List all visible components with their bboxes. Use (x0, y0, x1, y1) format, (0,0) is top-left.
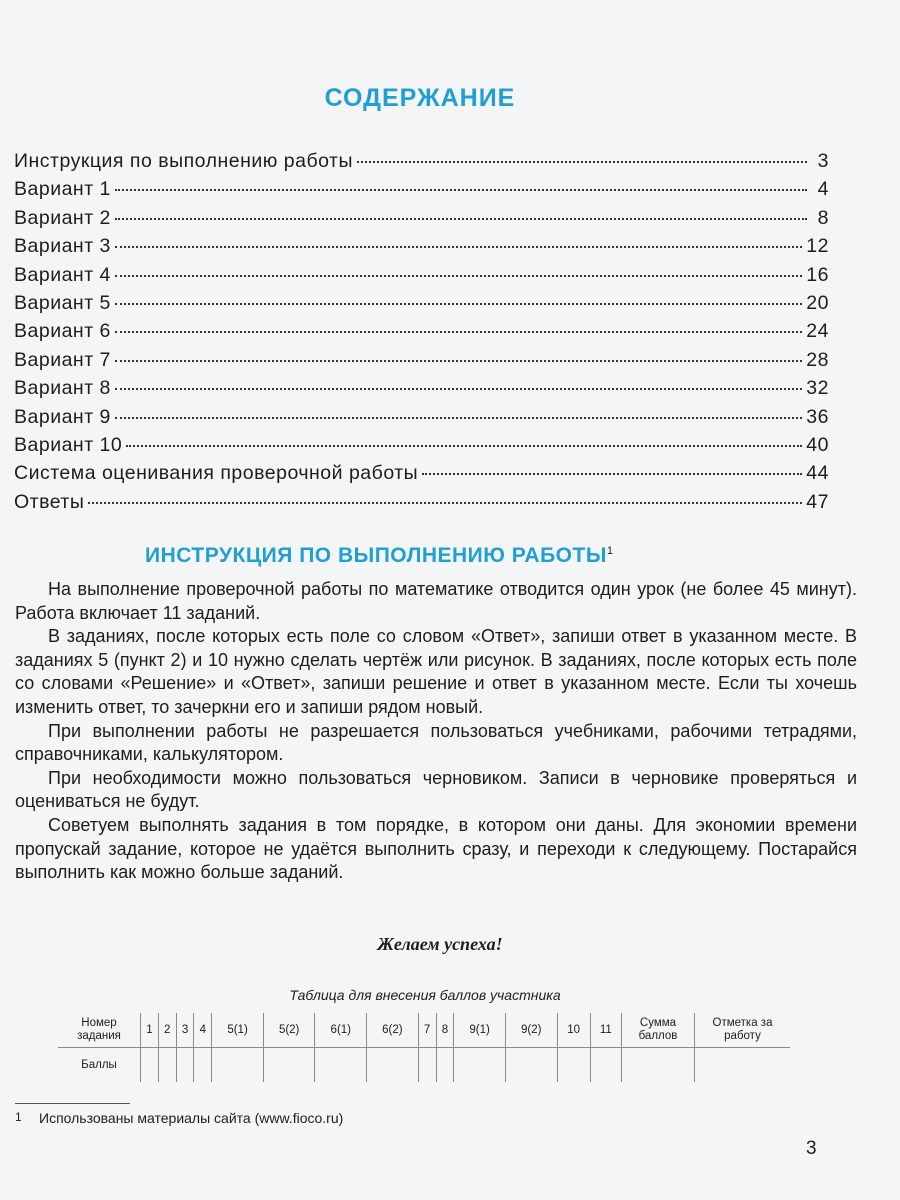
sum-header: Сумма баллов (622, 1013, 695, 1048)
task-number-cell: 10 (557, 1013, 590, 1048)
toc-leader-dots (357, 161, 807, 163)
toc-entry (14, 406, 829, 434)
score-cell[interactable] (557, 1048, 590, 1083)
toc-entry-page: 28 (806, 348, 829, 371)
toc-entry-label: Ответы (14, 490, 85, 513)
toc-entry (14, 264, 829, 292)
instruction-heading (145, 544, 614, 568)
task-number-cell: 5(2) (263, 1013, 315, 1048)
toc-entry-page: 36 (806, 405, 829, 428)
score-cell[interactable] (263, 1048, 315, 1083)
toc-entry (14, 349, 829, 377)
toc-entry-label: Вариант 6 (14, 320, 111, 343)
footnote-text: Использованы материалы сайта (www.fioco.ru) (39, 1110, 344, 1126)
instruction-paragraph: При необходимости можно пользоваться черновиком. Записи в черновике проверяться и оцениваться не будут. (15, 767, 857, 812)
toc-leader-dots (115, 218, 807, 220)
instruction-paragraph: Советуем выполнять задания в том порядке, в котором они даны. Для экономии времени пропускай задание, которое не удаётся выполнить сразу, и переходи к следующему. Постарайся выполнить как можно больше заданий. (15, 814, 857, 883)
score-cell[interactable] (505, 1048, 557, 1083)
toc-entry-page: 20 (806, 291, 829, 314)
instruction-text (15, 578, 857, 885)
toc-entry (14, 462, 829, 490)
task-number-cell: 1 (141, 1013, 159, 1048)
score-table-caption: Таблица для внесения баллов участника (289, 987, 561, 1003)
task-number-cell: 9(1) (454, 1013, 506, 1048)
toc-entry-label: Вариант 7 (14, 348, 111, 371)
instruction-paragraph: В заданиях, после которых есть поле со словом «Ответ», запиши ответ в указанном месте. В заданиях 5 (пункт 2) и 10 нужно сделать чертёж или рисунок. В заданиях, после которых есть поле со словами «Решение» и «Ответ», запиши решение и ответ в указанном месте. Если ты хочешь изменить ответ, то зачеркни его и запиши рядом новый. (15, 626, 857, 717)
task-number-cell: 3 (176, 1013, 194, 1048)
toc-entry-label: Система оценивания проверочной работы (14, 462, 419, 485)
mark-header: Отметка за работу (695, 1013, 791, 1048)
toc-entry-page: 12 (806, 235, 829, 258)
toc-entry (14, 292, 829, 320)
score-cell[interactable] (212, 1048, 264, 1083)
toc-leader-dots (422, 473, 802, 475)
sum-cell[interactable] (622, 1048, 695, 1083)
score-cell[interactable] (590, 1048, 621, 1083)
toc-entry-page: 16 (806, 263, 829, 286)
score-header: Баллы (58, 1048, 141, 1083)
toc-entry-page: 24 (806, 320, 829, 343)
instruction-paragraph: При выполнении работы не разрешается пользоваться учебниками, рабочими тетрадями, справочниками, калькулятором. (15, 720, 857, 765)
toc-entry-label: Вариант 9 (14, 405, 111, 428)
toc-entry-label: Вариант 4 (14, 263, 111, 286)
toc-entry (14, 178, 829, 206)
footnote-number: 1 (15, 1110, 22, 1124)
mark-cell[interactable] (695, 1048, 791, 1083)
toc-entry (14, 377, 829, 405)
toc-entry-page: 8 (817, 206, 829, 229)
task-number-cell: 6(1) (315, 1013, 367, 1048)
page-title: СОДЕРЖАНИЕ (324, 84, 516, 112)
toc-entry (14, 207, 829, 235)
task-number-cell: 9(2) (505, 1013, 557, 1048)
toc-leader-dots (115, 388, 802, 390)
task-number-cell: 2 (158, 1013, 176, 1048)
toc-entry-label: Вариант 2 (14, 206, 111, 229)
toc-leader-dots (115, 189, 807, 191)
toc-entry-page: 32 (806, 377, 829, 400)
score-cell[interactable] (158, 1048, 176, 1083)
task-number-header: Номер задания (58, 1013, 141, 1048)
instruction-heading-text: ИНСТРУКЦИЯ ПО ВЫПОЛНЕНИЮ РАБОТЫ (145, 544, 607, 567)
toc-entry-page: 47 (806, 490, 829, 513)
footnote (15, 1110, 343, 1126)
score-cell[interactable] (315, 1048, 367, 1083)
task-number-cell: 6(2) (367, 1013, 419, 1048)
toc-leader-dots (115, 331, 802, 333)
score-table (58, 1013, 790, 1082)
task-number-cell: 5(1) (212, 1013, 264, 1048)
toc-entry-label: Инструкция по выполнению работы (14, 150, 354, 172)
toc-entry (14, 320, 829, 348)
instruction-paragraph: На выполнение проверочной работы по математике отводится один урок (не более 45 минут). Работа включает 11 заданий. (15, 579, 857, 623)
toc-leader-dots (115, 360, 802, 362)
wish-text: Желаем успеха! (377, 934, 503, 954)
score-cell[interactable] (418, 1048, 436, 1083)
toc-entry-page: 4 (817, 178, 829, 201)
toc-entry-label: Вариант 3 (14, 235, 111, 258)
footnote-divider (15, 1103, 130, 1104)
page-number: 3 (806, 1138, 817, 1159)
toc-entry-label: Вариант 8 (14, 377, 111, 400)
toc-entry (14, 491, 829, 519)
footnote-mark: 1 (606, 545, 614, 557)
toc-entry-label: Вариант 5 (14, 291, 111, 314)
score-cell[interactable] (176, 1048, 194, 1083)
toc-leader-dots (88, 502, 802, 504)
score-cell[interactable] (141, 1048, 159, 1083)
task-number-cell: 11 (590, 1013, 621, 1048)
toc-leader-dots (115, 246, 802, 248)
score-cell[interactable] (454, 1048, 506, 1083)
score-cell[interactable] (194, 1048, 212, 1083)
score-cell[interactable] (367, 1048, 419, 1083)
toc-entry-page: 40 (806, 433, 829, 456)
score-row (58, 1048, 790, 1083)
toc-entry (14, 235, 829, 263)
table-of-contents (14, 150, 829, 519)
toc-entry (14, 434, 829, 462)
toc-leader-dots (115, 417, 802, 419)
task-number-cell: 8 (436, 1013, 454, 1048)
task-number-cell: 4 (194, 1013, 212, 1048)
toc-entry-label: Вариант 1 (14, 178, 111, 201)
toc-leader-dots (126, 445, 802, 447)
task-number-cell: 7 (418, 1013, 436, 1048)
toc-leader-dots (115, 303, 802, 305)
score-cell[interactable] (436, 1048, 454, 1083)
toc-entry-label: Вариант 10 (14, 433, 123, 456)
toc-leader-dots (115, 275, 802, 277)
toc-entry-page: 44 (806, 462, 829, 485)
toc-entry-page: 3 (817, 150, 829, 172)
toc-entry (14, 150, 829, 178)
task-number-row (58, 1013, 790, 1048)
